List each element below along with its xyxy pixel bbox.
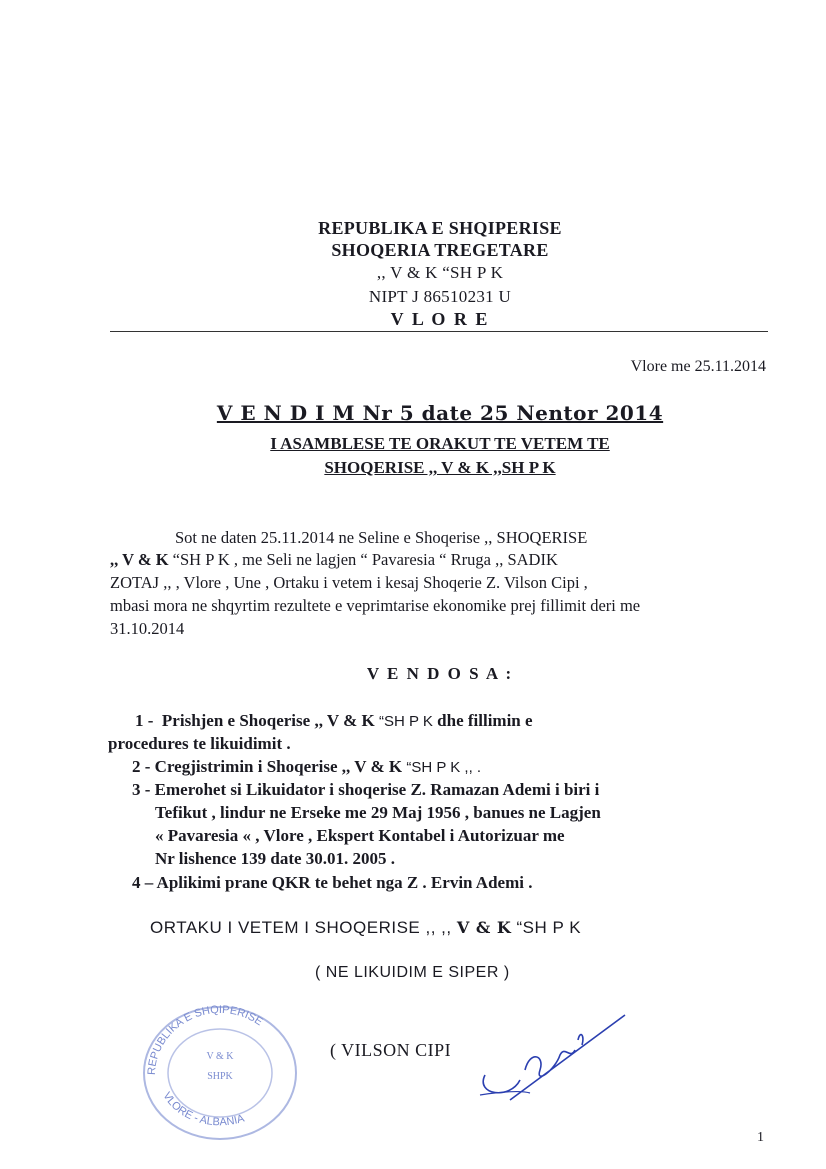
decision-heading: V E N D O S A : [366, 664, 514, 683]
header-city: V L O R E [390, 309, 490, 329]
body-line-4: mbasi mora ne shqyrtim rezultete e veprimtarise ekonomike prej fillimit deri me [110, 596, 641, 615]
svg-text:REPUBLIKA E SHQIPERISE [146, 1004, 265, 1075]
item-text: – Aplikimi prane QKR te behet nga Z . Ervin Ademi . [144, 873, 533, 892]
item-text: - Emerohet si Likuidator i shoqerise Z. Ramazan Ademi i biri i [144, 780, 600, 799]
decision-title: V E N D I M Nr 5 date 25 Nentor 2014 [216, 401, 664, 425]
item-number: 1 - [135, 711, 154, 730]
signature-line-1 [150, 918, 581, 938]
body-line-2 [110, 550, 558, 570]
signature-line-2: ( NE LIKUIDIM E SIPER ) [315, 964, 510, 981]
item-4 [132, 873, 532, 893]
item-suffix: “SH P K ,, . [406, 759, 482, 776]
body-text: “SH P K , me Seli ne lagjen “ Pavaresia “ Rruga ,, SADIK [168, 550, 558, 569]
item-number: 2 [132, 757, 141, 776]
decision-subtitle: I ASAMBLESE TE ORAKUT TE VETEM TE [270, 434, 610, 453]
item-3-cont-1: Tefikut , lindur ne Erseke me 29 Maj 1956 , banues ne Lagjen [155, 803, 601, 822]
body-line-1: Sot ne daten 25.11.2014 ne Seline e Shoqerise ,, SHOQERISE [175, 528, 588, 547]
stamp-center-2: SHPK [207, 1071, 233, 1082]
item-text: dhe fillimin e [437, 711, 533, 730]
svg-text:VLORE - ALBANIA [160, 1090, 246, 1128]
stamp-center-1: V & K [206, 1051, 234, 1062]
item-number: 3 [132, 780, 141, 799]
header-nipt: NIPT J 86510231 U [368, 287, 512, 306]
body-line-5: 31.10.2014 [110, 619, 185, 638]
item-1 [135, 711, 533, 732]
item-1-cont: procedures te likuidimit . [108, 734, 291, 753]
company-name: ,, V & K [110, 550, 169, 569]
item-text: Prishjen e Shoqerise ,, V & K [161, 711, 375, 730]
signatory-name: ( VILSON CIPI [330, 1040, 452, 1060]
item-suffix: “SH P K [379, 713, 433, 730]
stamp-ring-bottom: VLORE - ALBANIA [160, 1090, 246, 1129]
body-line-3: ZOTAJ ,, , Vlore , Une , Ortaku i vetem i kesaj Shoqerie Z. Vilson Cipi , [110, 573, 588, 592]
document-date: Vlore me 25.11.2014 [630, 358, 766, 375]
item-text: - Cregjistrimin i Shoqerise ,, V & K [144, 757, 403, 776]
header-divider [110, 331, 768, 332]
company-stamp [135, 995, 305, 1145]
page-number: 1 [757, 1130, 764, 1145]
header-company-name: ,, V & K “SH P K [376, 263, 504, 282]
company-type: “SH P K [516, 918, 582, 937]
header-company-type: SHOQERIA TREGETARE [331, 240, 549, 260]
item-3-cont-3: Nr lishence 139 date 30.01. 2005 . [155, 849, 396, 868]
item-3 [132, 780, 599, 800]
decision-company: SHOQERISE ,, V & K ,,SH P K [324, 458, 556, 477]
stamp-ring-top: REPUBLIKA E SHQIPERISE [145, 1003, 265, 1076]
company-name: V & K [456, 918, 512, 937]
item-2 [132, 757, 481, 778]
handwritten-signature [470, 1000, 640, 1110]
item-number: 4 [132, 873, 141, 892]
item-3-cont-2: « Pavaresia « , Vlore , Ekspert Kontabel i Autorizuar me [155, 826, 565, 845]
header-republic: REPUBLIKA E SHQIPERISE [318, 218, 562, 238]
signature-title: ORTAKU I VETEM I SHOQERISE ,, ,, [150, 918, 452, 937]
